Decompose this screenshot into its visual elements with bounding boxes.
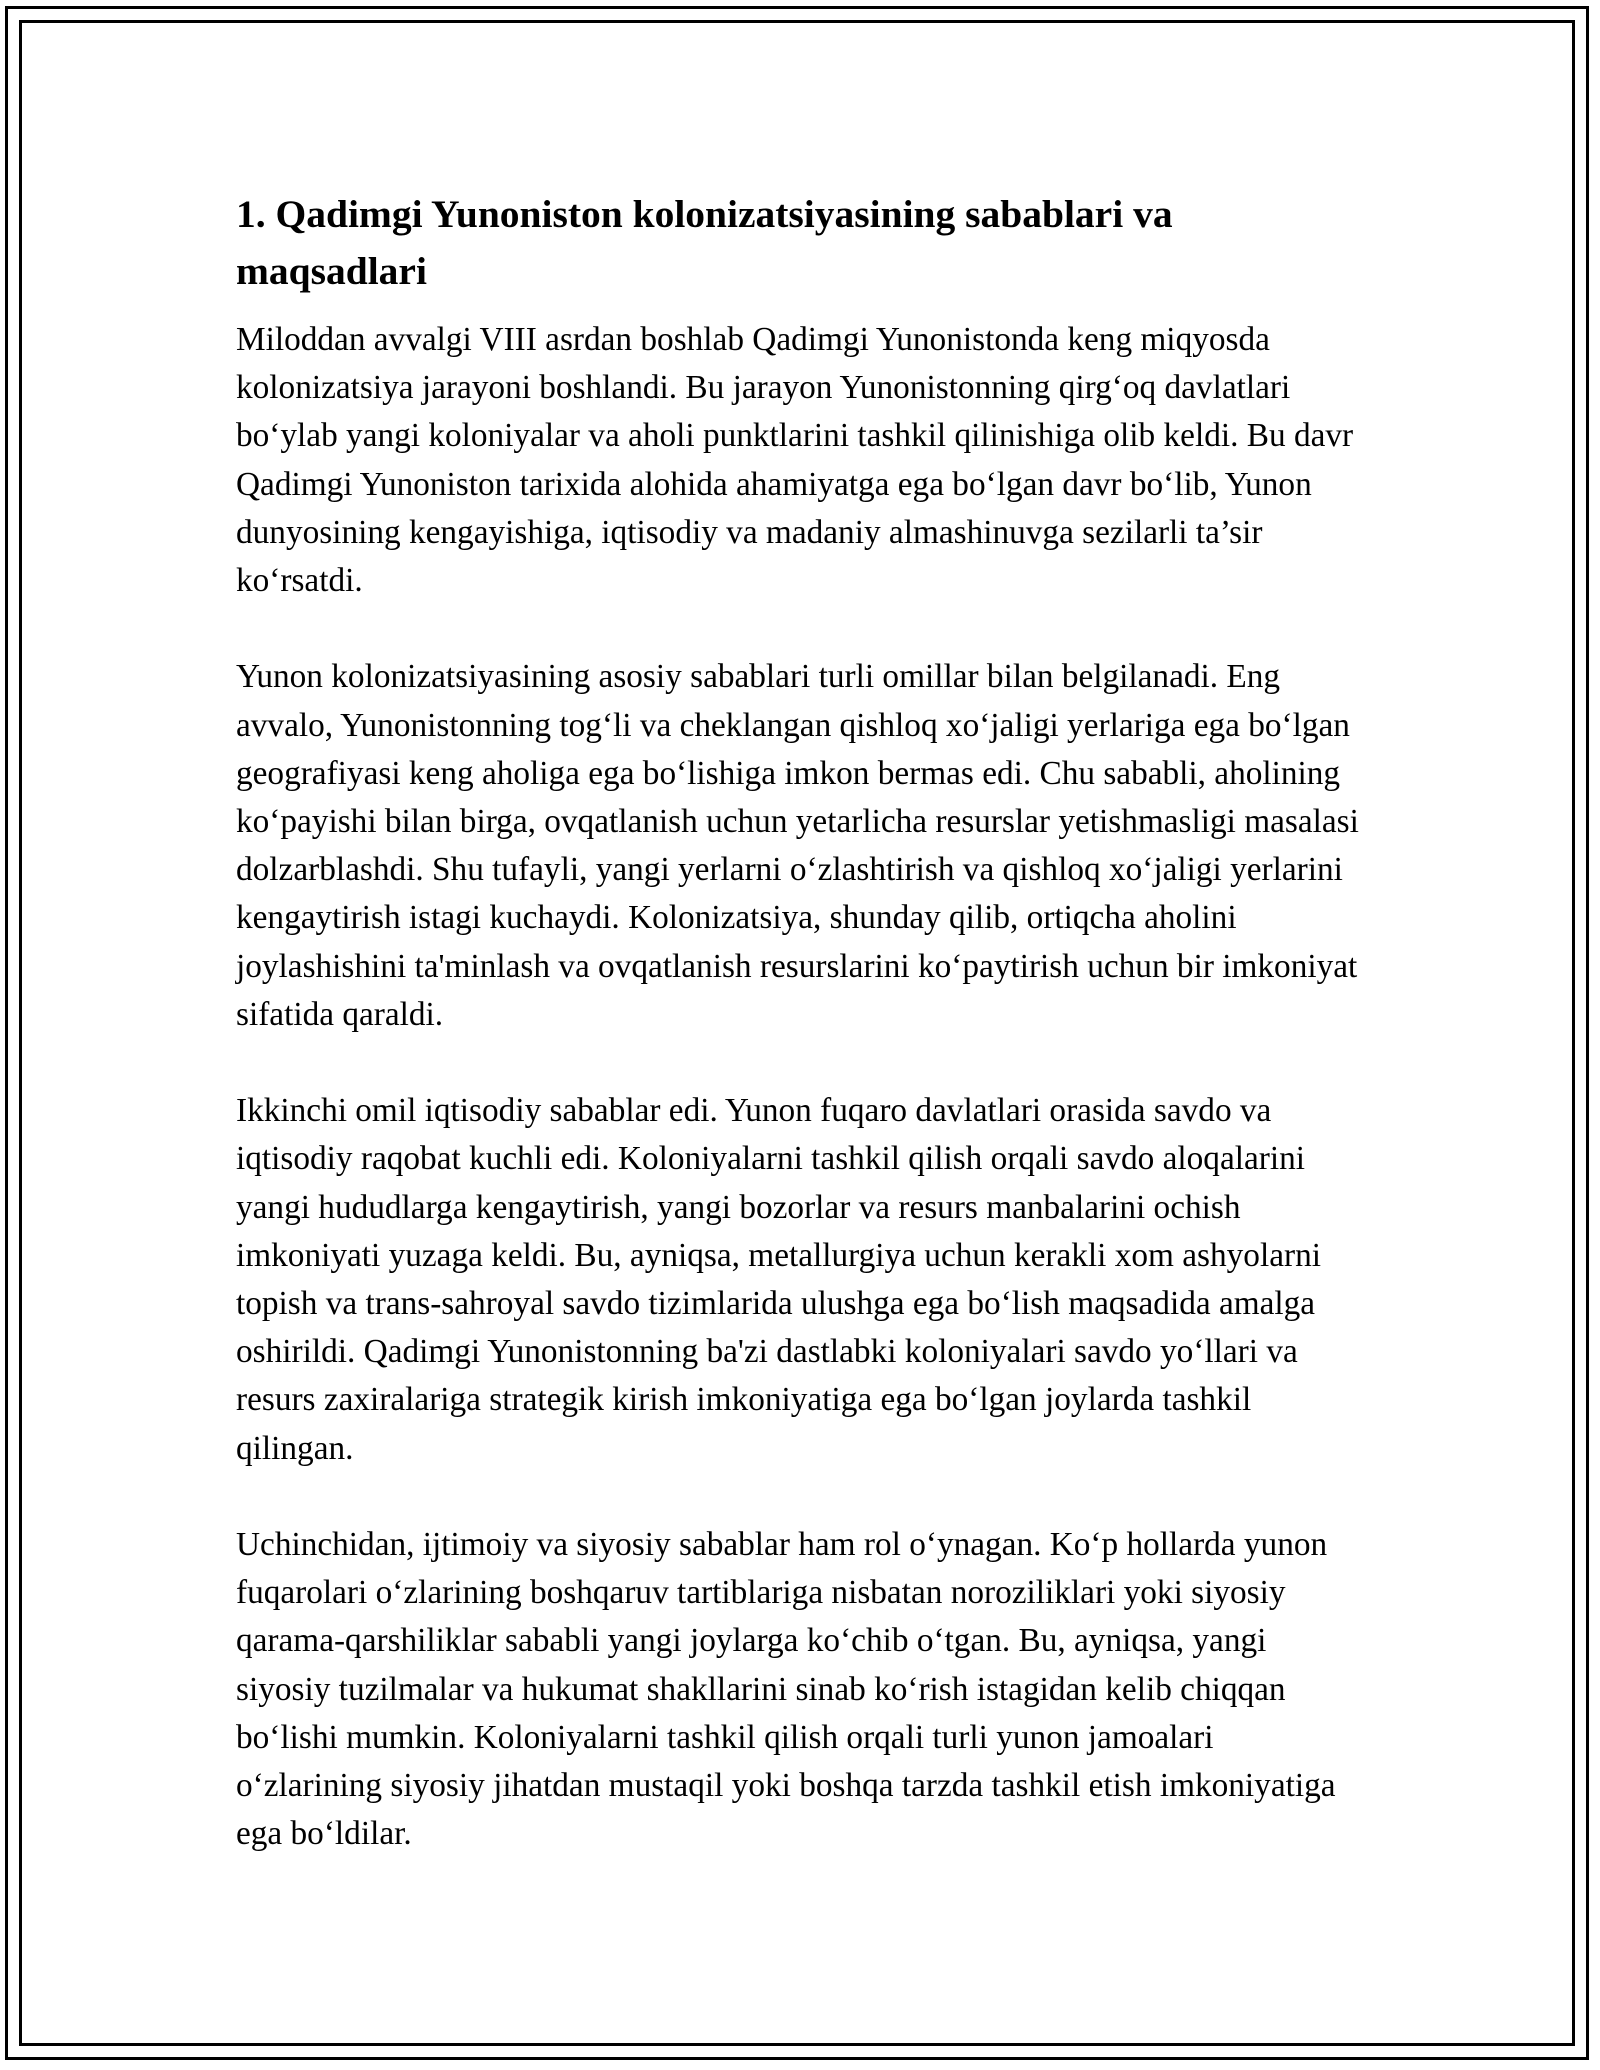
document-body [236, 186, 1366, 1907]
section-heading: 1. Qadimgi Yunoniston kolonizatsiyasining sabablari va maqsadlari [236, 192, 1173, 293]
paragraph-4: Uchinchidan, ijtimoiy va siyosiy sabablar ham rol o‘ynagan. Ko‘p hollarda yunon fuqarolari o‘zlarining boshqaruv tartiblariga nisbatan noroziliklari yoki siyosiy qarama-qarshiliklar sababli yangi joylarga ko‘chib o‘tgan. Bu, ayniqsa, yangi siyosiy tuzilmalar va hukumat shakllarini sinab ko‘rish istagidan kelib chiqqan bo‘lishi mumkin. Koloniyalarni tashkil qilish orqali turli yunon jamoalari o‘zlarining siyosiy jihatdan mustaqil yoki boshqa tarzda tashkil etish imkoniyatiga ega bo‘ldilar. [236, 1526, 1336, 1853]
paragraph-1: Miloddan avvalgi VIII asrdan boshlab Qadimgi Yunonistonda keng miqyosda kolonizatsiya jarayoni boshlandi. Bu jarayon Yunonistonning qirg‘oq davlatlari bo‘ylab yangi koloniyalar va aholi punktlarini tashkil qilinishiga olib keldi. Bu davr Qadimgi Yunoniston tarixida alohida ahamiyatga ega bo‘lgan davr bo‘lib, Yunon dunyosining kengayishiga, iqtisodiy va madaniy almashinuvga sezilarli ta’sir ko‘rsatdi. [236, 321, 1354, 600]
paragraph-2: Yunon kolonizatsiyasining asosiy sabablari turli omillar bilan belgilanadi. Eng avvalo, Yunonistonning tog‘li va cheklangan qishloq xo‘jaligi yerlariga ega bo‘lgan geografiyasi keng aholiga ega bo‘lishiga imkon bermas edi. Chu sababli, aholining ko‘payishi bilan birga, ovqatlanish uchun yetarlicha resurslar yetishmasligi masalasi dolzarblashdi. Shu tufayli, yangi yerlarni o‘zlashtirish va qishloq xo‘jaligi yerlarini kengaytirish istagi kuchaydi. Kolonizatsiya, shunday qilib, ortiqcha aholini joylashishini ta'minlash va ovqatlanish resurslarini ko‘paytirish uchun bir imkoniyat sifatida qaraldi. [236, 658, 1359, 1033]
paragraph-3: Ikkinchi omil iqtisodiy sabablar edi. Yunon fuqaro davlatlari orasida savdo va iqtisodiy raqobat kuchli edi. Koloniyalarni tashkil qilish orqali savdo aloqalarini yangi hududlarga kengaytirish, yangi bozorlar va resurs manbalarini ochish imkoniyati yuzaga keldi. Bu, ayniqsa, metallurgiya uchun kerakli xom ashyolarni topish va trans-sahroyal savdo tizimlarida ulushga ega bo‘lish maqsadida amalga oshirildi. Qadimgi Yunonistonning ba'zi dastlabki koloniyalari savdo yo‘llari va resurs zaxiralariga strategik kirish imkoniyatiga ega bo‘lgan joylarda tashkil qilingan. [236, 1092, 1321, 1467]
